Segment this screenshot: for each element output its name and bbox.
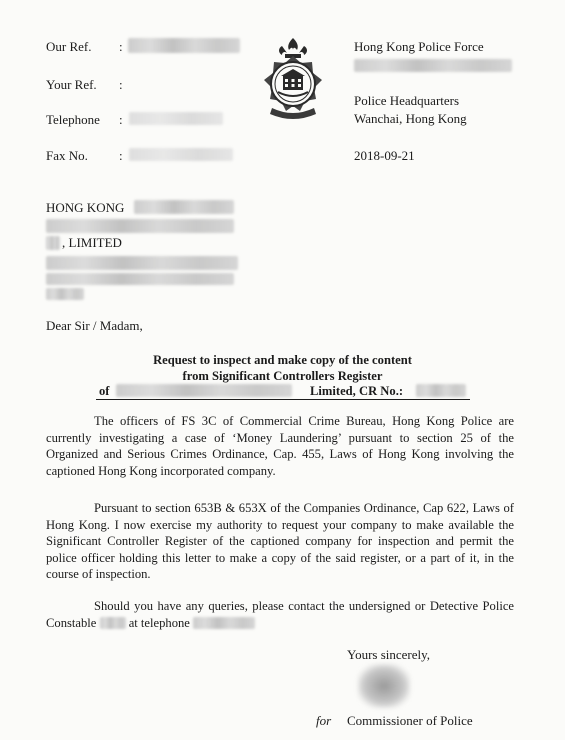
redacted-address-3 [46,288,84,300]
paragraph-3 [46,598,514,631]
recipient-line2: , LIMITED [62,235,122,250]
org-name: Hong Kong Police Force [354,39,484,54]
paragraph-1 [46,413,514,479]
redacted-officer-name [100,617,126,629]
paragraph-3-text-a: Should you have any queries, please contact the undersigned or Detective Police Constable [46,599,514,630]
fax-colon: : [119,148,123,163]
redacted-company-name [116,384,292,397]
redacted-bureau [354,59,512,72]
redacted-address-1 [46,256,238,270]
paragraph-1-text: The officers of FS 3C of Commercial Crime Bureau, Hong Kong Police are currently investigating a case of ‘Money Laundering’ pursuant to section 25 of the Organized and Serious Crimes Ordinance, Cap. 455, Laws of Hong Kong involving the captioned Hong Kong incorporated company. [46,414,514,478]
closing-for: for [316,713,332,728]
hong-kong-police-emblem-icon [256,36,330,126]
our-ref-colon: : [119,39,123,54]
subject-of: of [99,384,110,398]
redacted-address-2 [46,273,234,285]
closing-yours-sincerely: Yours sincerely, [347,647,431,662]
redacted-officer-phone [193,617,255,629]
closing-commissioner: Commissioner of Police [347,713,473,728]
our-ref-label: Our Ref. [46,39,92,54]
paragraph-2-text: Pursuant to section 653B & 653X of the Companies Ordinance, Cap 622, Laws of Hong Kong. I now exercise my authority to request your company to make available the Significant Controller Register of the captioned company for inspection and permit the police officer holding this letter to make a copy of the said register, or a part of it, in the course of inspection. [46,501,514,581]
salutation: Dear Sir / Madam, [46,318,143,333]
letter-date: 2018-09-21 [354,148,415,163]
redacted-our-ref [128,38,240,53]
subject-cr-no: Limited, CR No.: [310,384,404,398]
your-ref-colon: : [119,77,123,92]
redacted-telephone [129,112,223,125]
paragraph-2 [46,500,514,583]
telephone-colon: : [119,112,123,127]
hq-name: Police Headquarters [354,93,460,108]
subject-line1: Request to inspect and make copy of the content [153,353,412,367]
your-ref-label: Your Ref. [46,77,97,92]
redacted-recipient-line3 [46,236,60,250]
fax-label: Fax No. [46,148,88,163]
recipient-line1: HONG KONG [46,200,125,215]
redacted-recipient-name [134,200,234,214]
paragraph-3-text-b: at telephone [128,615,190,630]
redacted-fax [129,148,233,161]
redacted-cr-number [416,384,466,397]
hq-location: Wanchai, Hong Kong [354,111,467,126]
telephone-label: Telephone [46,112,100,127]
subject-line3 [96,383,470,400]
subject-line2: from Significant Controllers Register [182,369,383,383]
redacted-recipient-line2 [46,219,234,233]
redacted-signature [358,664,410,708]
